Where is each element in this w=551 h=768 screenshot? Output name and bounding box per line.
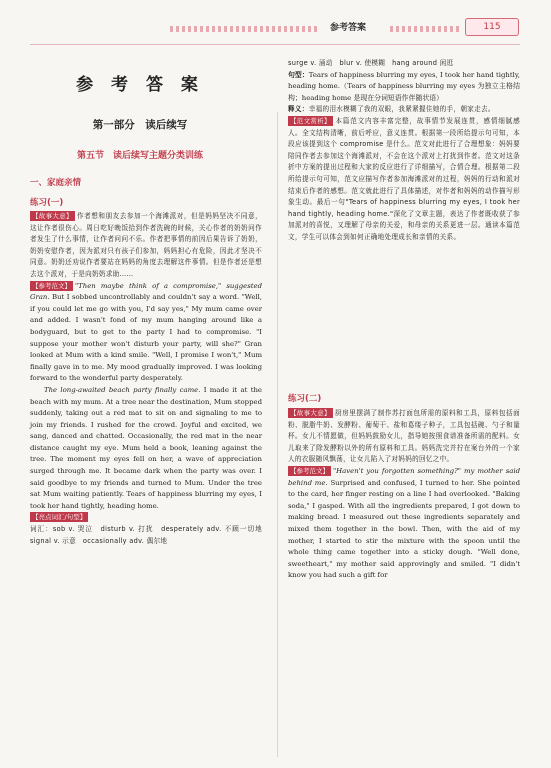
page-title: 参 考 答 案 xyxy=(76,75,204,95)
analysis-tag: 【范文赏析】 xyxy=(290,116,331,125)
analysis-text: 本篇范文内容丰富完整，故事情节发展连贯，感情细腻感人。全文结构清晰，前后呼应，意义连贯。根据第一段所给提示句可知，本段应该提到这个 compromise 是什么。范文对此进行了合理想象：妈妈要陪同作者去参加这个海滩派对，不会在这个派对上打扰到作者。范文对这条折中方案的提出过程和大家的反应进行了详细描写，合情合理。根据第二段所给提示句可知，范文应描写作者参加海滩派对的过程，妈妈的行动和派对结束后作者的感想。范文就此进行了具体描述，对作者和妈妈的动作描写形象生动。最后一句"Tears of happiness blurring my eyes, I took her hand tightly, heading home."深化了文章主题，表达了作者既收获了参加派对的喜悦，又理解了母亲的关爱，和母亲的关系更进一层。通读本篇范文，学生可以体会到如何正确地处理成长和亲情的关系。 xyxy=(288,116,520,241)
column-divider xyxy=(277,112,278,757)
sample-2-lead: "Haven't you forgotten something?" my mother said behind me. xyxy=(288,466,520,487)
right-column-top xyxy=(288,58,520,388)
category-title: 一、家庭亲情 xyxy=(30,178,82,188)
sample-essay-2 xyxy=(288,466,520,582)
story-summary-2 xyxy=(288,408,520,466)
story-summary xyxy=(30,211,262,281)
analysis xyxy=(288,116,520,244)
sentence-text: Tears of happiness blurring my eyes, I took her hand tightly, heading home.（Tears of happiness blurring my eyes 为独立主格结构；heading home 是现在分词短语作伴随状语） xyxy=(288,70,520,102)
explain-text: 幸福的泪水模糊了我的双眼，我紧紧握住她的手，朝家走去。 xyxy=(308,105,495,114)
story-tag-2: 【故事大意】 xyxy=(290,409,331,417)
story-tag: 【故事大意】 xyxy=(32,212,73,220)
page-number: 115 xyxy=(465,18,519,36)
sample-essay-p2 xyxy=(30,385,262,513)
vocab-continued: surge v. 涌动 blur v. 使模糊 hang around 闲逛 xyxy=(288,59,454,67)
header-decoration xyxy=(170,26,320,32)
sample-essay-p1 xyxy=(30,281,262,385)
header-decoration xyxy=(390,26,460,32)
right-column-bottom xyxy=(288,408,520,758)
section-title: 第五节 读后续写主题分类训练 xyxy=(76,151,203,161)
sample-tag: 【参考范文】 xyxy=(32,281,71,290)
sample-2-text: Surprised and confused, I turned to her. She pointed to the card, her finger resting on a line I had overlooked. "Baking soda," I gasped. With all the ingredients prepared, I got down to making bread. I measured out these ingredients separately and mixed them together in the bowl. Then, with the aid of my mother, I started to stir the mixture with the spoon until the whole thing came together into a sticky dough. "Well done, sweetheart," my mother said approvingly and smiled. "I didn't know you had such a gift for xyxy=(288,478,520,580)
sample-tag-2: 【参考范文】 xyxy=(290,466,329,475)
sample-p1-text: But I sobbed uncontrollably and couldn't say a word. "Well, if you could let me go with you, I'd say yes," My mum came over and added. I wasn't fond of my mum hanging around like a bodyguard, but to get to the party I had to compromise. "I suppose your mother won't disturb your party, will she?" Gran looked at Mum with a kind smile. "Well, I promise I won't," Mum finally gave in to me. My mood gradually improved. I was looking forward to the wonderful party desperately. xyxy=(30,293,262,383)
header-section-label: 参考答案 xyxy=(330,23,367,33)
exercise-2-title: 练习(二) xyxy=(288,394,322,404)
sentence-pattern xyxy=(288,70,520,105)
exercise-1-title: 练习(一) xyxy=(30,198,64,208)
explain-label: 释义： xyxy=(288,105,309,114)
sample-p1-lead: "Then maybe think of a compromise," suggested Gran. xyxy=(30,281,262,302)
header-divider xyxy=(30,44,520,45)
vocab-tag: 【亮点词汇/句型】 xyxy=(32,513,87,522)
story-text-2: 厨房里摆满了制作苏打面包所需的原料和工具，原料包括面粉、脱脂牛奶、发酵粉、葡萄干、盐和葛缕子种子，工具包括碗、勺子和量杯。女儿不情愿做，但妈妈鼓励女儿，指导她按照食谱准备所需的配料。女儿取来了除发酵粉以外的所有原料和工具。妈妈洗完并拧在案台外的一个家人的衣服随风飘荡，让女儿陷入了对妈妈的回忆之中。 xyxy=(288,409,520,464)
sample-p2-lead: The long-awaited beach party finally came. xyxy=(44,385,201,394)
part-title: 第一部分 读后续写 xyxy=(92,119,188,131)
sample-p2-text: I made it at the beach with my mum. At a tree near the destination, Mum stopped suddenly, taking out a red mat to sit on and signaling to me to join my friends. I rushed for the crowd. Joyful and excited, we sang, danced and chatted. Occasionally, the red mat in the near distance caught my eye. Mum held a book, leaning against the tree. The moment my eyes fell on her, a wave of appreciation surged through me. It became dark when the party was over. I said goodbye to my friends and turned to Mum. Under the tree sat Mum waiting patiently. Tears of happiness blurring my eyes, I took her hand tightly, heading home. xyxy=(30,385,263,510)
explanation xyxy=(288,104,520,116)
vocab-block xyxy=(30,512,262,524)
left-column xyxy=(30,211,269,759)
sentence-label: 句型： xyxy=(288,70,309,79)
vocab-text: 词汇：sob v. 哭泣 disturb v. 打扰 desperately adv. 不顾一切地 signal v. 示意 occasionally adv. 偶尔地 xyxy=(30,525,269,545)
page-header xyxy=(0,14,551,42)
story-text: 作者想和朋友去参加一个海滩派对，但是妈妈坚决不同意，这让作者很伤心。周日吃好晚饭拾到作者洗碗的时候，关心作者的奶奶问作者发生了什么事情，让作者问问不乐。作者把事情的前因后果告诉了奶奶，奶奶安慰作者，因为派对只有孩子们参加，妈妈担心有危险，因此才坚决不同意。奶奶还劝说作者要站在妈妈的角度去理解这件事情。但是作者还是想去这个派对，于是向奶奶求助…… xyxy=(30,212,262,278)
